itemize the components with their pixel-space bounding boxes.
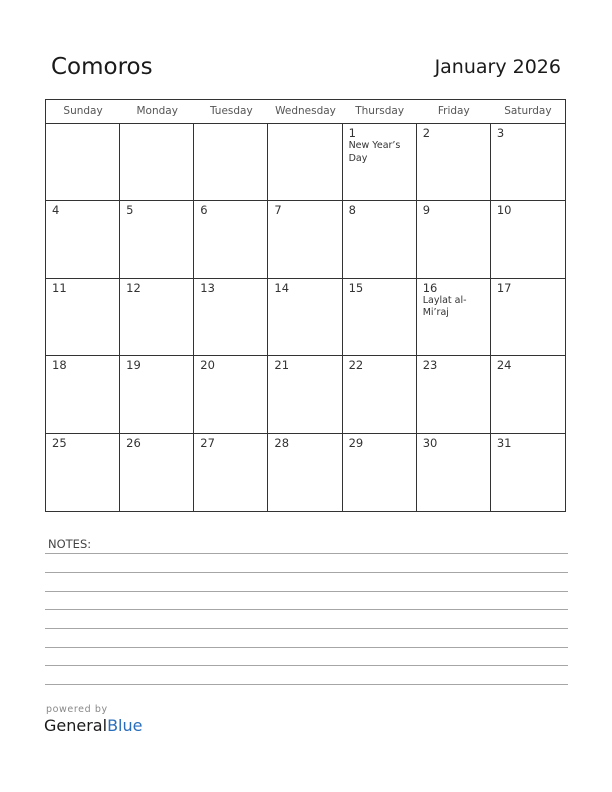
day-number: 30 <box>422 435 438 450</box>
day-cell <box>491 356 565 433</box>
day-cell <box>194 279 268 356</box>
day-cell <box>120 356 194 433</box>
day-cell <box>46 356 120 433</box>
day-number: 14 <box>274 280 290 295</box>
generalblue-logo <box>44 704 142 735</box>
day-cell <box>343 279 417 356</box>
holiday-label: Laylat al-Mi’raj <box>422 294 467 319</box>
note-line <box>45 647 568 648</box>
day-cell <box>46 201 120 278</box>
day-cell <box>46 124 120 201</box>
day-cell <box>194 201 268 278</box>
note-line <box>45 591 568 592</box>
day-cell <box>268 201 342 278</box>
day-number: 21 <box>274 358 290 373</box>
day-number: 6 <box>200 203 208 218</box>
day-cell <box>268 279 342 356</box>
day-number: 31 <box>496 435 512 450</box>
day-number: 1 <box>348 126 356 140</box>
weekday-saturday: Saturday <box>504 105 552 117</box>
day-number: 17 <box>496 280 512 295</box>
day-number: 19 <box>126 358 141 373</box>
day-cell <box>417 434 491 511</box>
day-cell <box>268 356 342 433</box>
brand-name-part2: Blue <box>107 716 143 735</box>
day-cell <box>120 279 194 356</box>
day-cell <box>343 201 417 278</box>
weekday-header <box>46 100 565 124</box>
day-number: 5 <box>126 203 134 218</box>
day-number: 22 <box>348 358 364 373</box>
day-number: 24 <box>496 358 512 373</box>
day-number: 18 <box>52 358 67 373</box>
day-number: 23 <box>422 358 438 373</box>
day-cell <box>46 434 120 511</box>
day-number: 7 <box>274 203 282 218</box>
day-cell <box>417 356 491 433</box>
weekday-monday: Monday <box>136 105 178 117</box>
day-cell <box>120 434 194 511</box>
day-number: 29 <box>348 435 364 450</box>
day-cell <box>194 356 268 433</box>
day-number: 2 <box>422 126 431 140</box>
day-number: 9 <box>422 203 431 218</box>
day-cell <box>491 124 565 201</box>
weekday-tuesday: Tuesday <box>209 105 253 117</box>
day-number: 27 <box>200 435 215 450</box>
day-cell <box>343 356 417 433</box>
day-cell <box>268 124 342 201</box>
day-number: 13 <box>200 280 215 295</box>
day-number: 10 <box>496 203 512 218</box>
weekday-thursday: Thursday <box>355 105 405 117</box>
day-cell <box>343 124 417 201</box>
day-cell <box>417 279 491 356</box>
notes-label: NOTES: <box>48 537 92 551</box>
calendar-body <box>46 124 565 511</box>
day-number: 25 <box>52 435 67 450</box>
note-line <box>45 553 568 554</box>
weekday-wednesday: Wednesday <box>275 105 336 117</box>
note-line <box>45 628 568 629</box>
brand-name <box>44 716 142 735</box>
day-number: 28 <box>274 435 290 450</box>
brand-name-part1: General <box>44 716 108 735</box>
day-cell <box>417 124 491 201</box>
day-cell <box>194 434 268 511</box>
country-title: Comoros <box>51 54 153 80</box>
weekday-sunday: Sunday <box>63 105 103 117</box>
day-cell <box>46 279 120 356</box>
note-line <box>45 572 568 573</box>
day-number: 11 <box>52 280 67 295</box>
day-number: 20 <box>200 358 215 373</box>
day-number: 16 <box>422 280 438 295</box>
month-title: January 2026 <box>434 56 561 78</box>
weekday-friday: Friday <box>437 105 470 117</box>
day-cell <box>120 201 194 278</box>
calendar-grid <box>45 99 566 512</box>
holiday-label: New Year’s Day <box>348 140 401 164</box>
note-line <box>45 609 568 610</box>
day-number: 3 <box>496 126 505 140</box>
day-number: 12 <box>126 280 141 295</box>
note-line <box>45 665 568 666</box>
day-number: 15 <box>348 280 364 295</box>
day-cell <box>491 201 565 278</box>
day-number: 8 <box>348 203 356 218</box>
day-cell <box>194 124 268 201</box>
note-line <box>45 684 568 685</box>
powered-by-text: powered by <box>46 704 108 715</box>
day-cell <box>268 434 342 511</box>
day-number: 26 <box>126 435 141 450</box>
day-cell <box>491 434 565 511</box>
day-cell <box>417 201 491 278</box>
day-cell <box>491 279 565 356</box>
day-cell <box>343 434 417 511</box>
day-cell <box>120 124 194 201</box>
day-number: 4 <box>52 203 60 218</box>
